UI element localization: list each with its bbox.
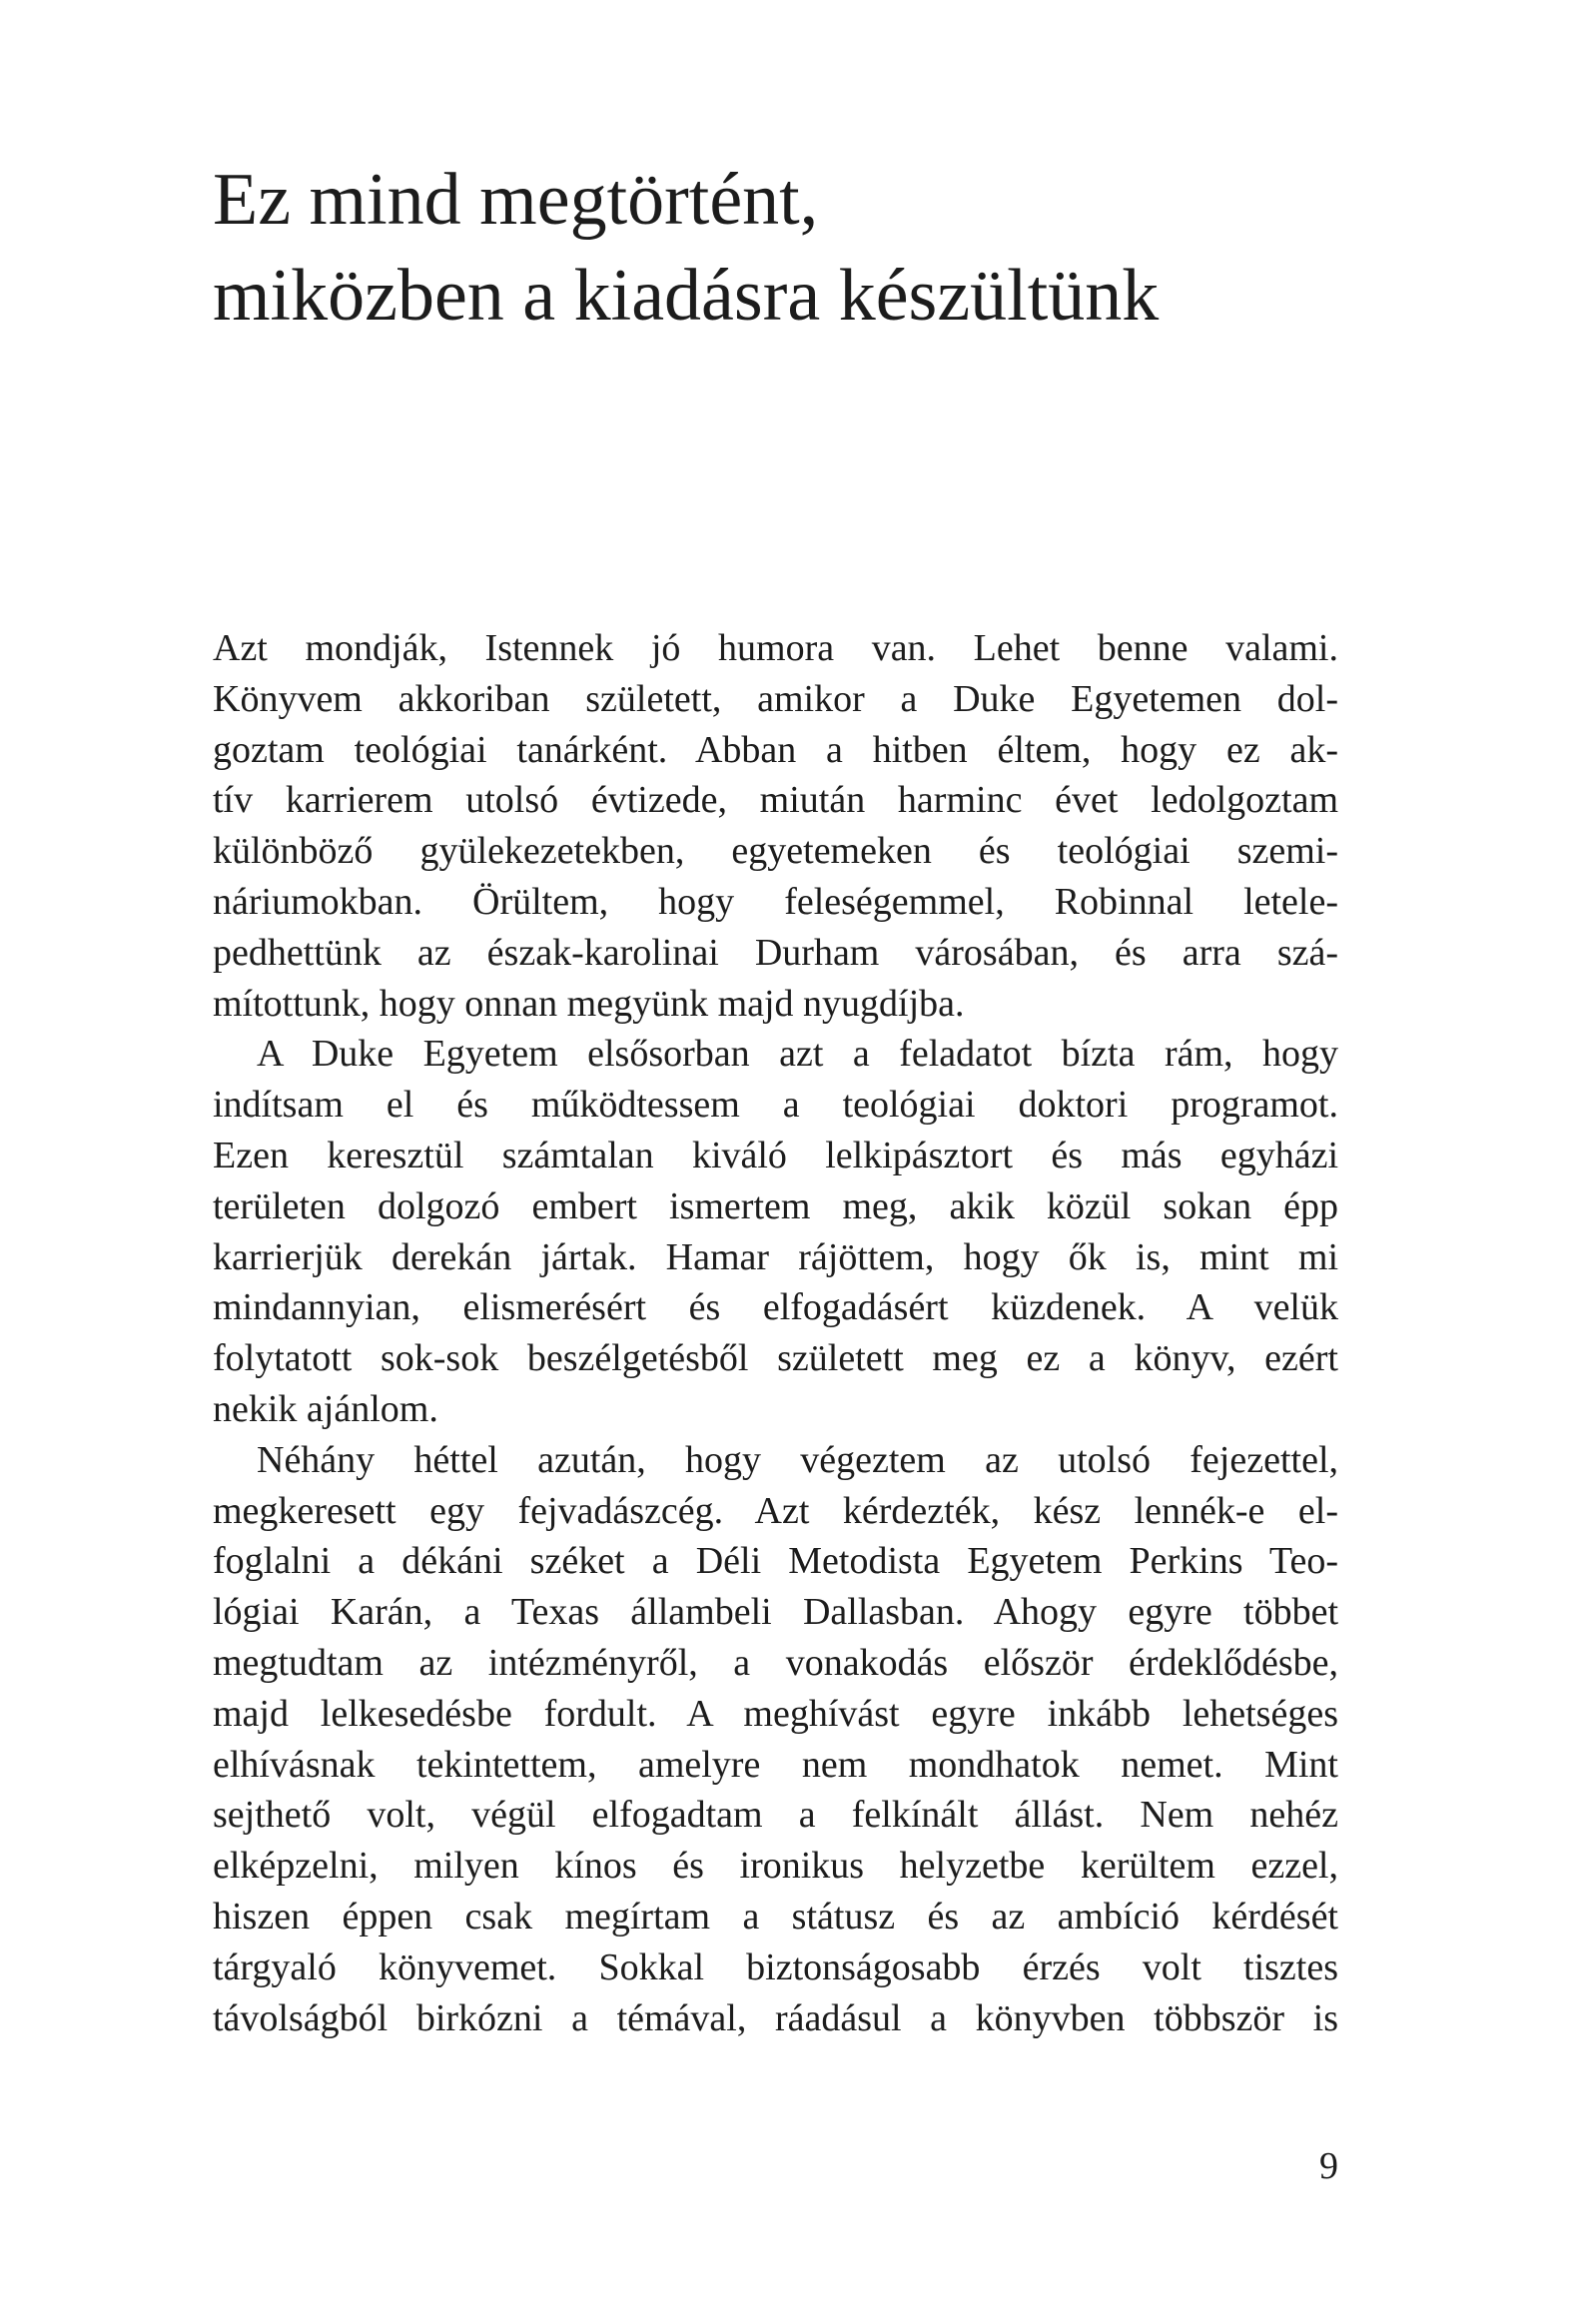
text-line: nekik ajánlom.	[213, 1387, 438, 1430]
text-line: sejthető volt, végül elfogadtam a felkínált állást. Nem nehéz	[213, 1794, 1338, 1837]
chapter-title-line: miközben a kiadásra készültünk	[213, 255, 1160, 337]
text-line: Azt mondják, Istennek jó humora van. Lehet benne valami.	[213, 627, 1338, 669]
text-line: mítottunk, hogy onnan megyünk majd nyugdíjba.	[213, 982, 965, 1025]
text-line: indítsam el és működtessem a teológiai doktori programot.	[213, 1084, 1338, 1127]
text-line: karrierjük derekán jártak. Hamar rájöttem, hogy ők is, mint mi	[213, 1235, 1338, 1278]
text-line: náriumokban. Örültem, hogy feleségemmel, Robinnal letele-	[213, 880, 1338, 923]
text-line: tív karrierem utolsó évtizede, miután harminc évet ledolgoztam	[213, 779, 1338, 822]
text-line: megkeresett egy fejvadászcég. Azt kérdezték, kész lennék-e el-	[213, 1489, 1338, 1532]
text-line: elképzelni, milyen kínos és ironikus helyzetbe kerültem ezzel,	[213, 1845, 1338, 1888]
text-line: különböző gyülekezetekben, egyetemeken és teológiai szemi-	[213, 830, 1338, 873]
text-line: majd lelkesedésbe fordult. A meghívást egyre inkább lehetséges	[213, 1692, 1338, 1735]
text-line: pedhettünk az észak-karolinai Durham városában, és arra szá-	[213, 931, 1338, 974]
text-line: foglalni a dékáni széket a Déli Metodista Egyetem Perkins Teo-	[213, 1540, 1338, 1583]
text-line: tárgyaló könyvemet. Sokkal biztonságosabb érzés volt tisztes	[213, 1945, 1338, 1988]
text-line: hiszen éppen csak megírtam a státusz és az ambíció kérdését	[213, 1895, 1338, 1937]
text-line: Néhány héttel azután, hogy végeztem az utolsó fejezettel,	[257, 1438, 1338, 1481]
paragraph	[213, 1435, 1338, 2044]
page-number: 9	[1319, 2145, 1338, 2187]
text-line: A Duke Egyetem elsősorban azt a feladatot bízta rám, hogy	[257, 1033, 1338, 1076]
text-line: megtudtam az intézményről, a vonakodás először érdeklődésbe,	[213, 1641, 1338, 1684]
text-line: mindannyian, elismerésért és elfogadásért küzdenek. A velük	[213, 1286, 1338, 1329]
chapter-title	[213, 152, 1391, 344]
paragraph	[213, 623, 1338, 1029]
text-line: folytatott sok-sok beszélgetésből született meg ez a könyv, ezért	[213, 1337, 1338, 1380]
text-line: lógiai Karán, a Texas állambeli Dallasban. Ahogy egyre többet	[213, 1591, 1338, 1634]
body-text	[213, 623, 1338, 2043]
text-line: Ezen keresztül számtalan kiváló lelkipásztort és más egyházi	[213, 1134, 1338, 1176]
text-line: goztam teológiai tanárként. Abban a hitben éltem, hogy ez ak-	[213, 728, 1338, 771]
chapter-title-line: Ez mind megtörtént,	[213, 159, 819, 241]
text-line: Könyvem akkoriban született, amikor a Duke Egyetemen dol-	[213, 677, 1338, 720]
text-line: távolságból birkózni a témával, ráadásul a könyvben többször is	[213, 1996, 1338, 2039]
text-line: területen dolgozó embert ismertem meg, akik közül sokan épp	[213, 1184, 1338, 1227]
text-line: elhívásnak tekintettem, amelyre nem mondhatok nemet. Mint	[213, 1743, 1338, 1786]
paragraph	[213, 1029, 1338, 1434]
